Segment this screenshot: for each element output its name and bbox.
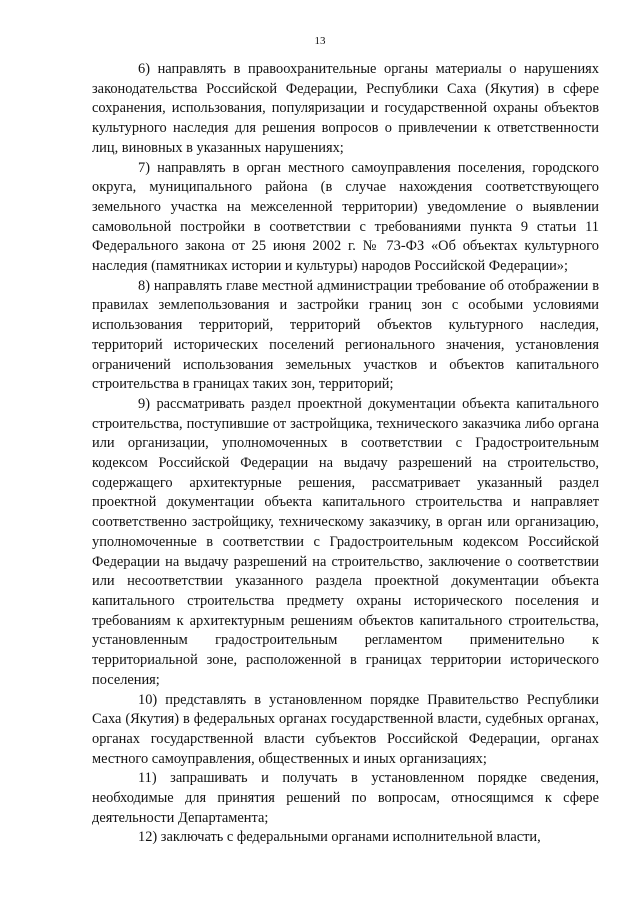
paragraph-item-7: 7) направлять в орган местного самоуправления поселения, городского округа, муниципального района (в случае нахождения соответствующего земельного участка на межселенной территории) уведомление о выявлении самовольной постройки в соответствии с требованиями пункта 9 статьи 11 Федерального закона от 25 июня 2002 г. № 73-ФЗ «Об объектах культурного наследия (памятниках истории и культуры) народов Российской Федерации»; (92, 159, 599, 275)
paragraph-item-6: 6) направлять в правоохранительные органы материалы о нарушениях законодательства Российской Федерации, Республики Саха (Якутия) в сфере сохранения, использования, популяризации и государственной охраны объектов культурного наследия для решения вопросов о привлечении к ответственности лиц, виновных в указанных нарушениях; (92, 61, 599, 156)
paragraph-item-9: 9) рассматривать раздел проектной документации объекта капитального строительства, поступившие от застройщика, технического заказчика либо органа или организации, уполномоченных в соответствии с Градостроительным кодексом Российской Федерации на выдачу разрешений на строительство, содержащего архитектурные решения, рассматривает указанный раздел проектной документации объекта капитального строительства и направляет соответственно застройщику, техническому заказчику, в орган или организацию, уполномоченные в соответствии с Градостроительным кодексом Российской Федерации на выдачу разрешений на строительство, заключение о соответствии или несоответствии указанного раздела проектной документации объекта капитального строительства предмету охраны исторического поселения и требованиям к архитектурным решениям объектов капитального строительства, установленным градостроительным регламентом применительно к территориальной зоне, расположенной в границах территории исторического поселения; (92, 395, 599, 688)
paragraph-item-12: 12) заключать с федеральными органами исполнительной власти, (138, 829, 541, 846)
paragraph-item-11: 11) запрашивать и получать в установленном порядке сведения, необходимые для принятия решений по вопросам, относящимся к сфере деятельности Департамента; (92, 770, 599, 826)
paragraph-item-8: 8) направлять главе местной администрации требование об отображении в правилах землепользования и застройки границ зон с особыми условиями использования территорий, территорий объектов культурного наследия, территорий исторических поселений регионального значения, установления ограничений использования земельных участков и объектов капитального строительства в границах таких зон, территорий; (92, 277, 599, 393)
page-number: 13 (314, 35, 326, 47)
paragraph-item-10: 10) представлять в установленном порядке Правительство Республики Саха (Якутия) в федеральных органах государственной власти, судебных органах, органах государственной власти субъектов Российской Федерации, органах местного самоуправления, общественных и иных организациях; (92, 691, 599, 767)
document-body (92, 60, 599, 848)
